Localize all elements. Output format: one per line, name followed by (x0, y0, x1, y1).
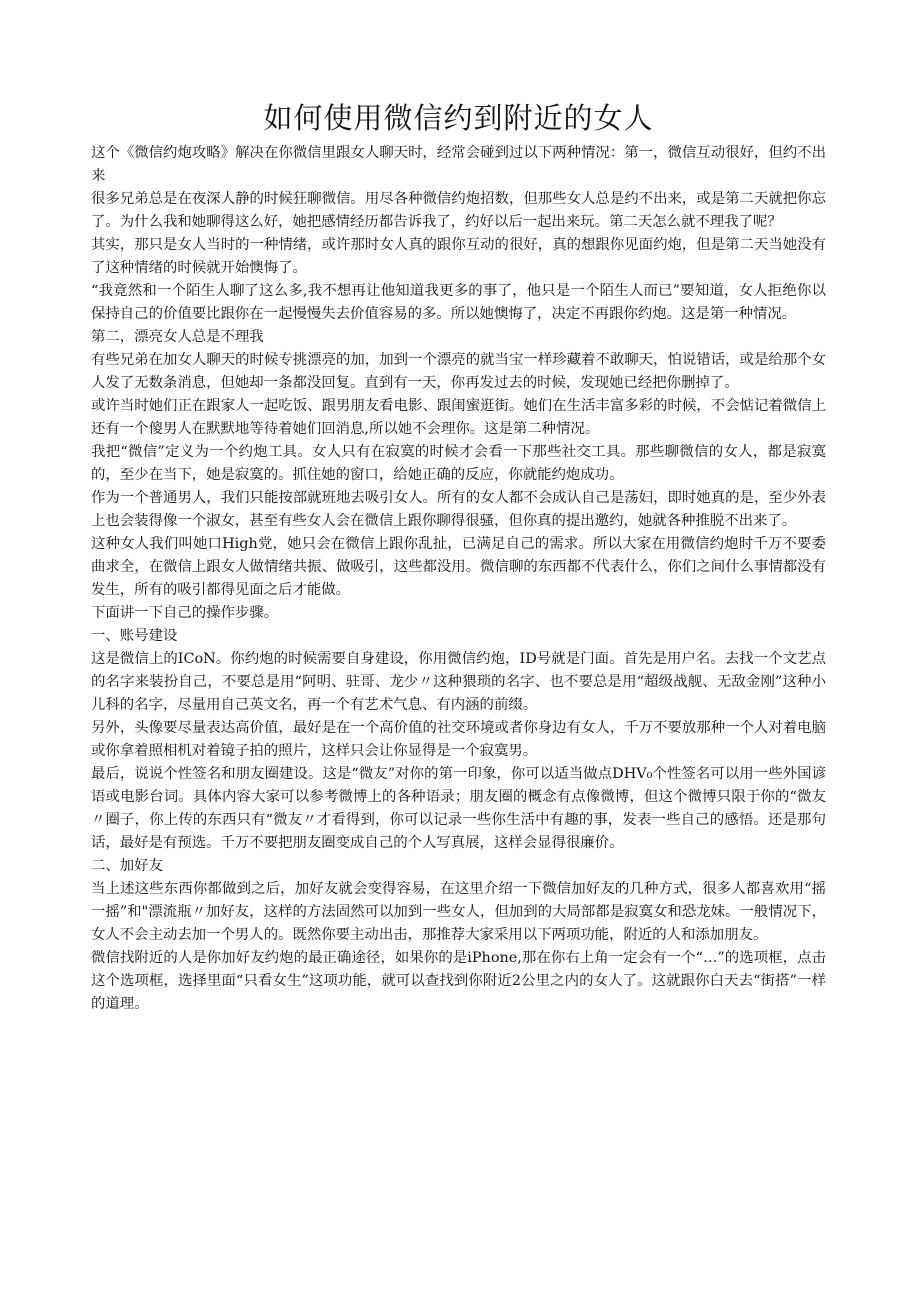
paragraph-1: 这个《微信约炮攻略》解决在你微信里跟女人聊天时，经常会碰到过以下两种情况：第一，微信互动很好，但约不出来 (91, 145, 826, 184)
paragraph-3: 其实，那只是女人当时的一种情绪，或许那时女人真的跟你互动的很好，真的想跟你见面约炮，但是第二天当她没有了这种情绪的时候就开始懊悔了。 (91, 237, 826, 276)
paragraph-9: 作为一个普通男人，我们只能按部就班地去吸引女人。所有的女人都不会成认自己是荡妇，即时她真的是，至少外表上也会装得像一个淑女，甚至有些女人会在微信上跟你聊得很骚，但你真的提出邀约，她就各种推脱不出来了。 (91, 490, 826, 529)
paragraph-8: 我把“微信”定义为一个约炮工具。女人只有在寂寞的时候才会看一下那些社交工具。那些聊微信的女人，都是寂寞的，至少在当下，她是寂寞的。抓住她的窗口，给她正确的反应，你就能约炮成功。 (91, 444, 826, 483)
paragraph-15: 最后，说说个性签名和朋友圈建设。这是“微友”对你的第一印象，你可以适当做点DHV₀个性签名可以用一些外国谚语或电影台词。具体内容大家可以参考微博上的各种语录；朋友圈的概念有点像微博，但这个微博只限于你的“微友〃圈子，你上传的东西只有“微友〃才看得到，你可以记录一些你生活中有趣的事，发表一些自己的感悟。还是那句话，最好是有预选。千万不要把朋友圈变成自己的个人写真展，这样会显得很廉价。 (91, 766, 826, 851)
paragraph-10: 这种女人我们叫她口High党，她只会在微信上跟你乱扯，已满足自己的需求。所以大家在用微信约炮时千万不要委曲求全，在微信上跟女人做情绪共振、做吸引，这些都没用。微信聊的东西都不代表什么，你们之间什么事情都没有发生，所有的吸引都得见面之后才能做。 (91, 536, 826, 598)
paragraph-11: 下面讲一下自己的操作步骤。 (91, 605, 279, 621)
document-page (91, 96, 826, 1016)
paragraph-4: “我竟然和一个陌生人聊了这么多,我不想再让他知道我更多的事了，他只是一个陌生人而已”要知道，女人拒绝你以保持自己的价值要比跟你在一起慢慢失去价值容易的多。所以她懊悔了，决定不再跟你约炮。这是第一种情况。 (91, 283, 826, 322)
paragraph-6: 有些兄弟在加女人聊天的时候专挑漂亮的加，加到一个漂亮的就当宝一样珍藏着不敢聊天，怕说错话，或是给那个女人发了无数条消息，但她却一条都没回复。直到有一天，你再发过去的时候，发现她已经把你删掉了。 (91, 352, 826, 391)
document-title: 如何使用微信约到附近的女人 (263, 101, 654, 135)
paragraph-14: 另外，头像要尽量表达高价值，最好是在一个高价值的社交环境或者你身边有女人，千万不要放那种一个人对着电脑或你拿着照相机对着镜子拍的照片，这样只会让你显得是一个寂寞男。 (91, 720, 826, 759)
paragraph-13: 这是微信上的ICoN。你约炮的时候需要自身建设，你用微信约炮，ID号就是门面。首先是用户名。去找一个文艺点的名字来装扮自己，不要总是用“阿明、驻哥、龙少〃这种猥琐的名字、也不要总是用“超级战舰、无敌金刚”这种小儿科的名字，尽量用自己英文名，再一个有艺术气息、有内涵的前缀。 (91, 651, 826, 713)
paragraph-18: 微信找附近的人是你加好友约炮的最正确途径，如果你的是iPhone,那在你右上角一定会有一个“…”的选项框，点击这个选项框，选择里面“只看女生”这项功能，就可以查找到你附近2公里之内的女人了。这就跟你白天去“街搭”一样的道理。 (91, 950, 826, 1012)
paragraph-7: 或许当时她们正在跟家人一起吃饭、跟男朋友看电影、跟闺蜜逛街。她们在生活丰富多彩的时候，不会惦记着微信上还有一个傻男人在默默地等待着她们回消息,所以她不会理你。这是第二种情况。 (91, 398, 826, 437)
section-heading-account: 一、账号建设 (91, 628, 178, 644)
section-heading-friends: 二、加好友 (91, 858, 163, 874)
paragraph-2: 很多兄弟总是在夜深人静的时候狂聊微信。用尽各种微信约炮招数，但那些女人总是约不出来，或是第二天就把你忘了。为什么我和她聊得这么好，她把感情经历都告诉我了，约好以后一起出来玩。第二天怎么就不理我了呢？ (91, 191, 826, 230)
paragraph-17: 当上述这些东西你都做到之后，加好友就会变得容易，在这里介绍一下微信加好友的几种方式，很多人都喜欢用“摇一摇”和"漂流瓶〃加好友，这样的方法固然可以加到一些女人，但加到的大局部都是寂寞女和恐龙妹。一般情况下，女人不会主动去加一个男人的。既然你要主动出击，那推荐大家采用以下两项功能，附近的人和添加朋友。 (91, 881, 826, 943)
section-heading-2: 第二，漂亮女人总是不理我 (91, 329, 264, 345)
